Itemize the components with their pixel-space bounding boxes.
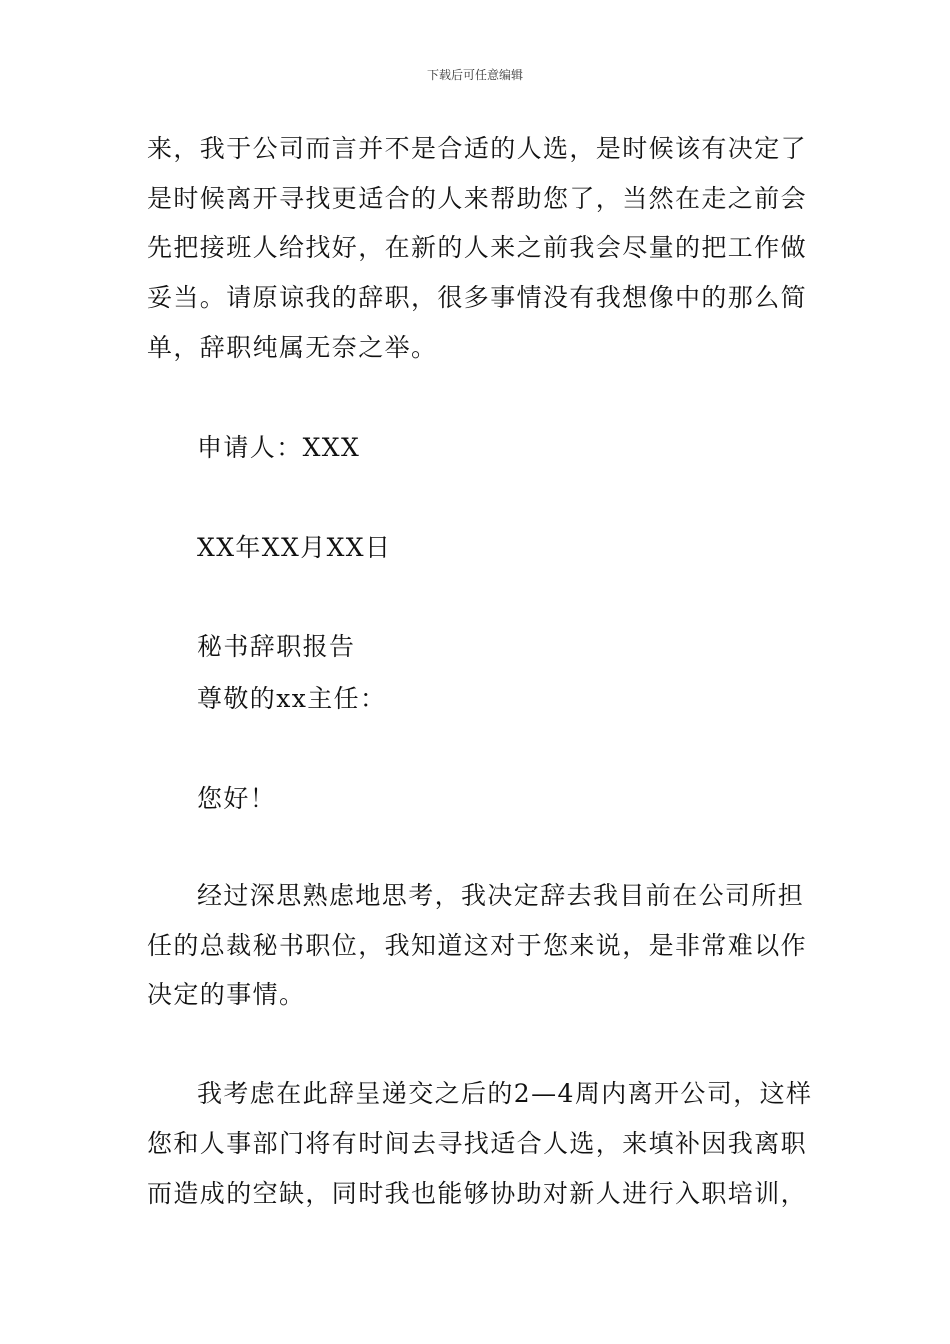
paragraph-line: 任的总裁秘书职位，我知道这对于您来说，是非常难以作 <box>147 931 808 960</box>
paragraph-line: 您和人事部门将有时间去寻找适合人选，来填补因我离职 <box>147 1129 808 1158</box>
page-header-note: 下载后可任意编辑 <box>426 68 523 82</box>
greeting: 您好！ <box>197 784 277 813</box>
paragraph-line: 先把接班人给找好，在新的人来之前我会尽量的把工作做 <box>147 233 808 262</box>
applicant-line: 申请人：XXX <box>197 433 361 462</box>
paragraph-line: 经过深思熟虑地思考，我决定辞去我目前在公司所担 <box>197 881 805 910</box>
paragraph-line: 决定的事情。 <box>147 980 306 1009</box>
paragraph-line: 我考虑在此辞呈递交之后的2—4周内离开公司，这样 <box>197 1079 813 1108</box>
date-line: XX年XX月XX日 <box>197 533 392 562</box>
paragraph-line: 来，我于公司而言并不是合适的人选，是时候该有决定了 <box>147 134 808 163</box>
paragraph-line: 是时候离开寻找更适合的人来帮助您了，当然在走之前会 <box>147 184 808 213</box>
paragraph-line: 而造成的空缺，同时我也能够协助对新人进行入职培训， <box>147 1179 808 1208</box>
document-title: 秘书辞职报告 <box>197 632 356 661</box>
paragraph-line: 单，辞职纯属无奈之举。 <box>147 333 438 362</box>
salutation: 尊敬的xx主任： <box>197 684 387 713</box>
paragraph-line: 妥当。请原谅我的辞职，很多事情没有我想像中的那么简 <box>147 283 808 312</box>
